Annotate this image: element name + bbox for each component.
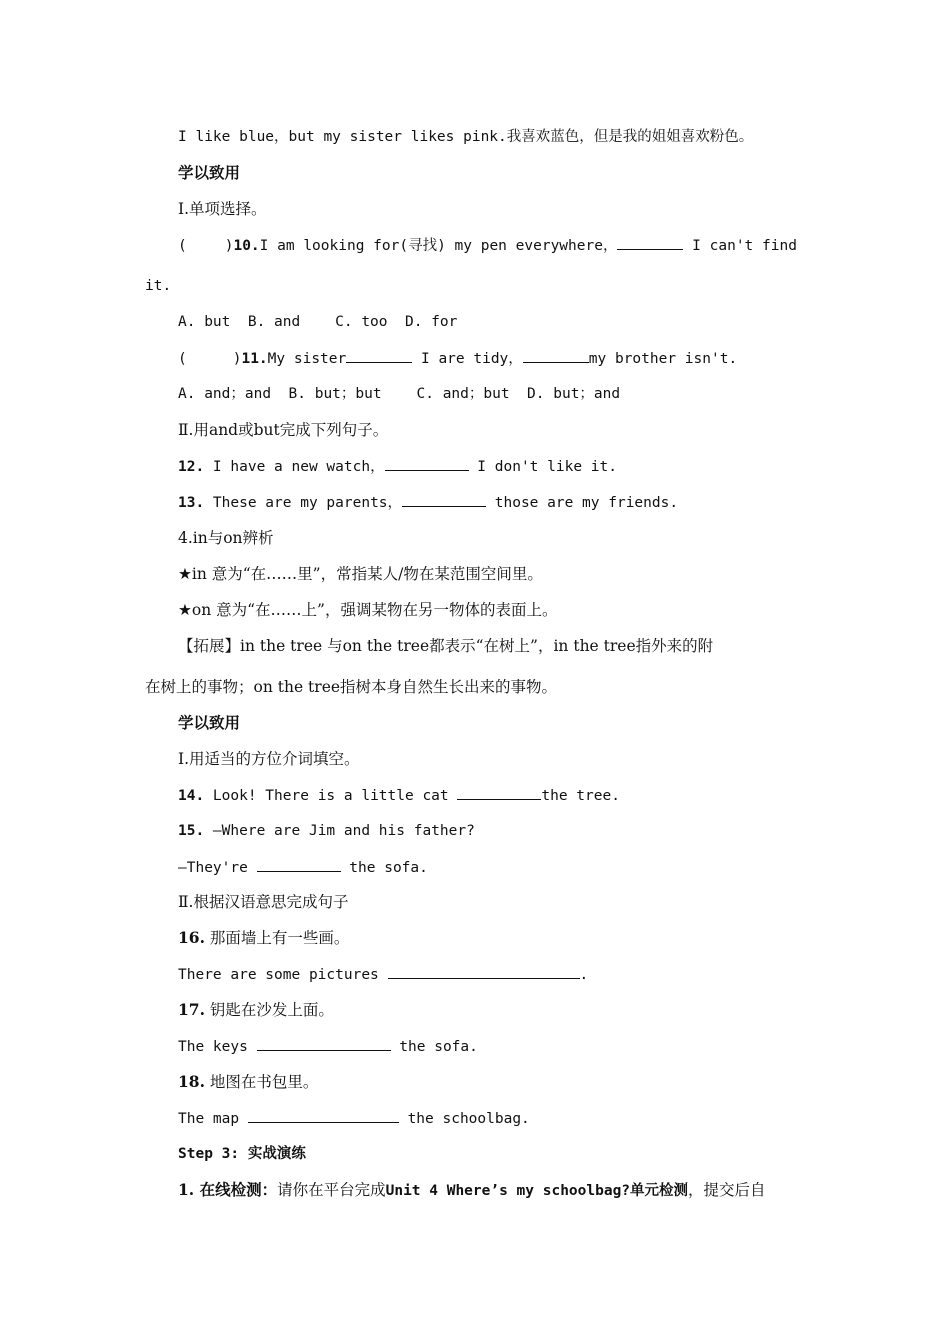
instruction-text: ，提交后自: [688, 1181, 766, 1199]
online-test-label: 在线检测：: [194, 1180, 278, 1199]
question-18: [178, 1072, 318, 1092]
answer-paren-open: (: [178, 351, 187, 367]
question-10: [178, 235, 797, 256]
question-text: I don't like it.: [468, 459, 617, 475]
answer-blank[interactable]: [385, 456, 469, 471]
question-text: Look! There is a little cat: [204, 788, 458, 804]
answer-blank[interactable]: [257, 857, 341, 872]
answer-paren-close: ): [224, 238, 234, 254]
question-11: [178, 348, 737, 369]
note-on: ★on 意为“在……上”，强调某物在另一物体的表面上。: [178, 601, 558, 619]
note-in: ★in 意为“在……里”，常指某人/物在某范围空间里。: [178, 565, 543, 583]
question-13: [178, 492, 678, 513]
answer-blank[interactable]: [346, 348, 412, 363]
extension-note: 【拓展】in the tree 与on the tree都表示“在树上”，in the tree指外来的附: [178, 637, 714, 655]
question-text: .: [579, 967, 589, 983]
question-11-options: A. and；and B. but；but C. and；but D. but；and: [178, 386, 621, 402]
question-text: I am looking for(寻找) my pen everywhere，: [259, 238, 618, 254]
topic-in-on: 4.in与on辨析: [178, 529, 274, 547]
question-text: my brother isn't.: [588, 351, 738, 367]
question-text: The keys: [178, 1039, 257, 1055]
question-17-answer: [178, 1036, 478, 1057]
section-heading-apply: 学以致用: [178, 163, 241, 182]
question-number: 16.: [178, 928, 205, 947]
subsection-prepositions: Ⅰ.用适当的方位介词填空。: [178, 750, 360, 768]
question-15: [178, 821, 475, 841]
question-number: 11.: [241, 351, 268, 367]
answer-paren-open: (: [178, 238, 187, 254]
question-10-continued: it.: [145, 278, 172, 294]
answer-blank[interactable]: [248, 1108, 399, 1123]
question-text: —Where are Jim and his father?: [204, 823, 475, 839]
question-text: the tree.: [541, 788, 620, 804]
question-text: the sofa.: [390, 1039, 478, 1055]
answer-blank[interactable]: [457, 785, 541, 800]
answer-blank[interactable]: [402, 492, 486, 507]
online-test-instruction: [178, 1180, 766, 1201]
question-text: the sofa.: [340, 860, 428, 876]
question-text: —They're: [178, 860, 257, 876]
question-10-options: A. but B. and C. too D. for: [178, 314, 458, 330]
question-text: I can't find: [683, 238, 797, 254]
answer-paren-close: ): [232, 351, 242, 367]
question-text: those are my friends.: [486, 495, 679, 511]
question-text: The map: [178, 1111, 248, 1127]
question-chinese: 地图在书包里。: [204, 1073, 319, 1091]
subsection-multiple-choice: Ⅰ.单项选择。: [178, 200, 267, 218]
example-sentence: I like blue，but my sister likes pink.我喜欢蓝色，但是我的姐姐喜欢粉色。: [178, 129, 754, 145]
question-number: 17.: [178, 1000, 205, 1019]
unit-test-title: Unit 4 Where’s my schoolbag?单元检测: [385, 1183, 689, 1199]
question-14: [178, 785, 620, 806]
question-18-answer: [178, 1108, 530, 1129]
question-chinese: 钥匙在沙发上面。: [204, 1001, 334, 1019]
question-16: [178, 928, 349, 948]
question-number: 10.: [233, 238, 260, 254]
question-chinese: 那面墙上有一些画。: [204, 929, 350, 947]
question-number: 13.: [178, 495, 205, 511]
question-text: the schoolbag.: [398, 1111, 530, 1127]
section-heading-apply: 学以致用: [178, 713, 241, 732]
question-17: [178, 1000, 334, 1020]
item-number: 1.: [178, 1180, 195, 1199]
answer-blank[interactable]: [523, 348, 589, 363]
question-text: I are tidy，: [412, 351, 523, 367]
question-number: 18.: [178, 1072, 205, 1091]
question-number: 15.: [178, 823, 205, 839]
question-number: 12.: [178, 459, 205, 475]
answer-blank[interactable]: [388, 964, 580, 979]
question-number: 14.: [178, 788, 205, 804]
subsection-and-but: Ⅱ.用and或but完成下列句子。: [178, 421, 389, 439]
question-16-answer: [178, 964, 588, 985]
step-3-heading: Step 3: 实战演练: [178, 1146, 306, 1162]
question-text: There are some pictures: [178, 967, 388, 983]
question-text: My sister: [267, 351, 347, 367]
question-text: I have a new watch，: [204, 459, 385, 475]
extension-note-continued: 在树上的事物；on the tree指树本身自然生长出来的事物。: [145, 678, 558, 696]
answer-blank[interactable]: [257, 1036, 391, 1051]
question-text: These are my parents，: [204, 495, 403, 511]
subsection-complete-sentences: Ⅱ.根据汉语意思完成句子: [178, 893, 349, 911]
answer-blank[interactable]: [617, 235, 683, 250]
question-12: [178, 456, 617, 477]
question-15-answer: [178, 857, 428, 878]
instruction-text: 请你在平台完成: [277, 1181, 386, 1199]
